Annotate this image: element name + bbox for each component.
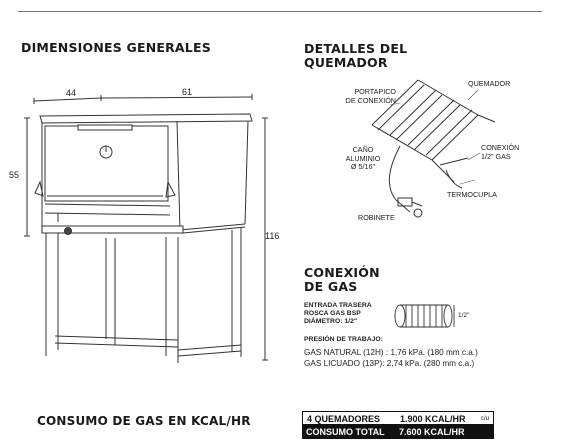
pipe-diameter-label: 1/2" — [458, 312, 470, 319]
dim-box-height: 55 — [9, 170, 20, 180]
label-termocupla: TERMOCUPLA — [447, 190, 497, 199]
detalles-title-line1: DETALLES DEL — [304, 41, 408, 56]
top-divider — [18, 11, 542, 12]
gas-natural-text: GAS NATURAL (12H) : 1,76 kPa. (180 mm c.a.) — [304, 348, 478, 357]
consumption-table — [302, 411, 494, 439]
consumption-row-burners: 4 QUEMADORES 1.900 KCAL/HR c/u — [302, 411, 494, 425]
dim-width: 61 — [182, 87, 193, 97]
dim-total-height: 116 — [265, 231, 280, 241]
label-robinete: ROBINETE — [358, 213, 395, 222]
consumo-title: CONSUMO DE GAS EN KCAL/HR — [37, 414, 251, 428]
label-portapico: PORTAPICO DE CONEXIÓN — [345, 87, 396, 105]
label-cano: CAÑO ALUMINIO Ø 5/16" — [345, 145, 381, 171]
label-quemador: QUEMADOR — [468, 79, 511, 88]
gas-licuado-text: GAS LICUADO (13P): 2,74 kPa. (280 mm c.a.) — [304, 359, 475, 368]
label-conexion: CONEXIÓN 1/2" GAS — [481, 143, 520, 161]
conexion-title-line2: DE GAS — [304, 279, 358, 294]
dimensiones-title: DIMENSIONES GENERALES — [21, 40, 211, 55]
conexion-title-line1: CONEXIÓN — [304, 265, 380, 280]
conexion-title — [304, 266, 380, 294]
oven-dimension-drawing — [0, 80, 290, 370]
dim-depth: 44 — [66, 88, 77, 98]
entrada-trasera-text: ENTRADA TRASERA ROSCA GAS BSP DIÁMETRO: 1/2" — [304, 302, 372, 325]
detalles-title-line2: QUEMADOR — [304, 55, 388, 70]
consumption-row-total: CONSUMO TOTAL 7.600 KCAL/HR — [302, 425, 494, 439]
detalles-title — [304, 42, 407, 70]
presion-title: PRESIÓN DE TRABAJO: — [304, 336, 383, 343]
